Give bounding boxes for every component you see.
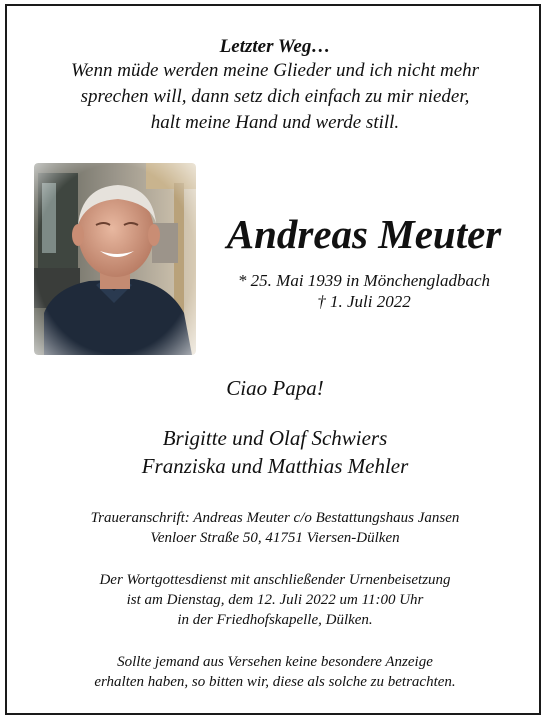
family-line: Franziska und Matthias Mehler — [141, 454, 409, 478]
address-line: Venloer Straße 50, 41751 Viersen-Dülken — [150, 530, 400, 546]
poem-title: Letzter Weg… — [219, 36, 331, 57]
service-line: in der Friedhofskapelle, Dülken. — [177, 612, 373, 628]
farewell-text: Ciao Papa! — [226, 376, 324, 400]
address-line: Traueranschrift: Andreas Meuter c/o Bestattungshaus Jansen — [90, 510, 460, 526]
death-date: † 1. Juli 2022 — [317, 292, 411, 311]
birth-date: * 25. Mai 1939 in Mönchengladbach — [237, 271, 491, 290]
poem-line: halt meine Hand und werde still. — [150, 112, 400, 133]
notice-line: erhalten haben, so bitten wir, diese als solche zu betrachten. — [94, 674, 456, 690]
poem-line: Wenn müde werden meine Glieder und ich nicht mehr — [70, 60, 480, 81]
portrait-photo — [34, 163, 196, 355]
service-line: Der Wortgottesdienst mit anschließender Urnenbeisetzung — [99, 572, 451, 588]
poem-line: sprechen will, dann setz dich einfach zu mir nieder, — [80, 86, 470, 107]
family-line: Brigitte und Olaf Schwiers — [162, 426, 388, 450]
deceased-name: Andreas Meuter — [226, 211, 502, 257]
notice-line: Sollte jemand aus Versehen keine besondere Anzeige — [117, 654, 433, 670]
service-line: ist am Dienstag, dem 12. Juli 2022 um 11:00 Uhr — [126, 592, 424, 608]
